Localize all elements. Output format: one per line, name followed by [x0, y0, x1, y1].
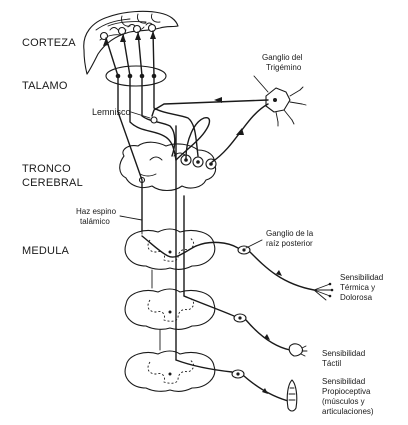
label-tronco: TRONCO	[22, 163, 71, 175]
label-ganglio-raiz-1: Ganglio de la	[266, 229, 314, 238]
trigeminal-ganglion	[266, 87, 306, 126]
brainstem-section	[120, 142, 216, 190]
muscle-spindle	[287, 380, 297, 411]
cortex-neuron	[149, 25, 156, 32]
label-propio-1: Sensibilidad	[322, 377, 366, 386]
label-cerebral: CEREBRAL	[22, 177, 83, 189]
label-termica-2: Térmica y	[340, 283, 376, 292]
label-talamo: TALAMO	[22, 80, 68, 92]
label-termica-3: Dolorosa	[340, 293, 373, 302]
spinal-segment-2	[125, 289, 215, 329]
label-termica-1: Sensibilidad	[340, 273, 384, 282]
label-corteza: CORTEZA	[22, 37, 76, 49]
label-haz-espino-1: Haz espino	[76, 207, 117, 216]
label-tactil-2: Táctil	[322, 359, 342, 368]
cortex-neuron	[134, 26, 141, 33]
tactile-receptor	[289, 344, 302, 356]
label-medula: MEDULA	[22, 245, 70, 257]
cortex-section	[84, 11, 178, 74]
sensation-labels	[322, 273, 383, 416]
level-labels	[22, 37, 83, 257]
label-lemnisco: Lemnisco	[92, 107, 131, 117]
spinal-segment-3	[125, 351, 215, 391]
spinal-segment-1	[125, 229, 215, 269]
label-tactil-1: Sensibilidad	[322, 349, 366, 358]
label-propio-4: articulaciones)	[322, 407, 374, 416]
label-haz-espino-2: talámico	[80, 217, 110, 226]
label-ganglio-trigemino-1: Ganglio del	[262, 53, 303, 62]
cortex-neuron	[119, 28, 126, 35]
label-ganglio-raiz-2: raíz posterior	[266, 239, 313, 248]
label-propio-2: Propioceptiva	[322, 387, 371, 396]
label-ganglio-trigemino-2: Trigémino	[266, 63, 302, 72]
thalamus-section	[106, 66, 166, 86]
thermal-pain-pathway	[196, 242, 333, 300]
label-propio-3: (músculos y	[322, 397, 365, 406]
